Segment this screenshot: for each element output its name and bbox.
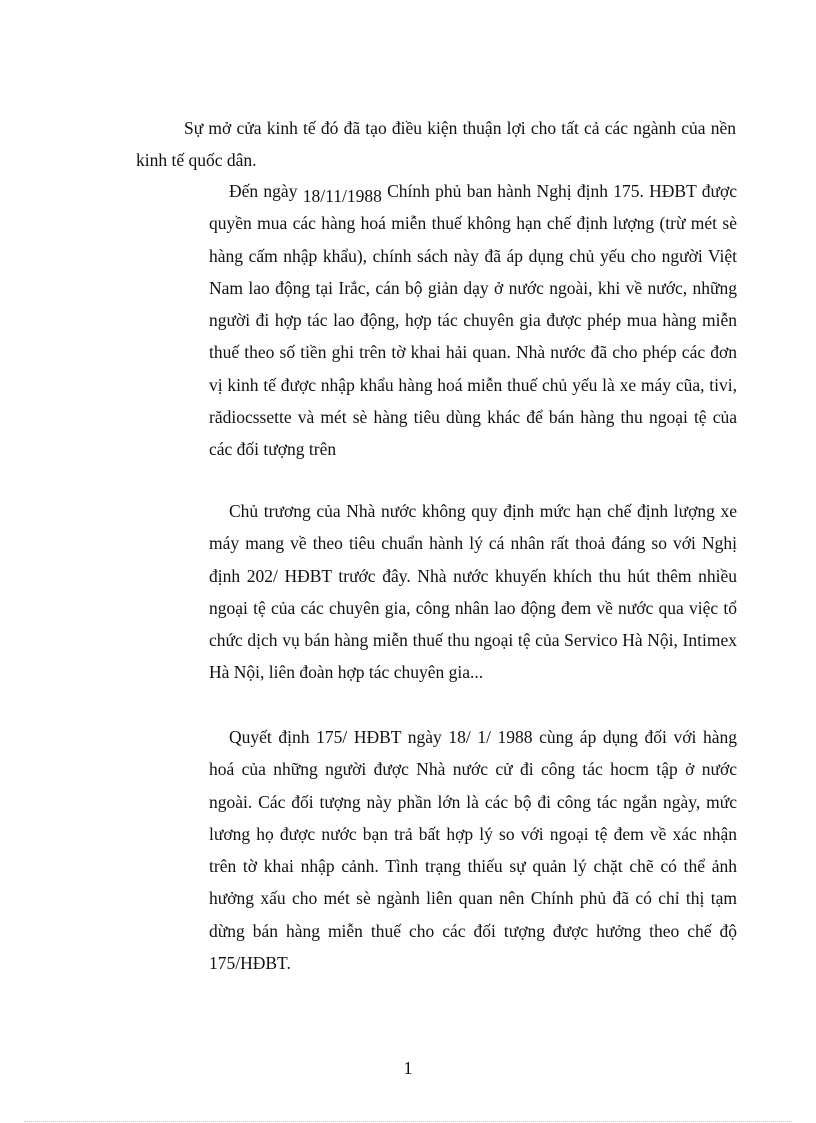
paragraph-decision-175: Quyết định 175/ HĐBT ngày 18/ 1/ 1988 cùng áp dụng đối với hàng hoá của những người được Nhà nước cử đi công tác hocm tập ở nước ngoài. Các đối tượng này phần lớn là các bộ đi công tác ngắn ngày, mức lương họ được nước bạn trả bất hợp lý so với ngoại tệ đem về xác nhận trên tờ khai nhập cảnh. Tình trạng thiếu sự quản lý chặt chẽ có thể ảnh hưởng xấu cho mét sè ngành liên quan nên Chính phủ đã có chỉ thị tạm dừng bán hàng miễn thuế cho các đối tượng được hưởng theo chế độ 175/HĐBT. [209,727,737,974]
page-number: 1 [403,1058,413,1078]
paragraph-lead: Đến ngày [229,181,298,201]
paragraph-rest: Chính phủ ban hành Nghị định 175. HĐBT được quyền mua các hàng hoá miễn thuế không hạn chế định lượng (trừ mét sè hàng cấm nhập khẩu), chính sách này đã áp dụng chủ yếu cho người Việt Nam lao động tại Irắc, cán bộ giản dạy ở nước ngoài, khi về nước, những người đi hợp tác lao động, hợp tác chuyên gia được phép mua hàng miễn thuế theo số tiền ghi trên tờ khai hải quan. Nhà nước đã cho phép các đơn vị kinh tế được nhập khẩu hàng hoá miễn thuế chủ yếu là xe máy cũa, tivi, rădiocssette và mét sè hàng tiêu dùng khác để bán hàng thu ngoại tệ của các đối tượng trên [209,181,737,460]
paragraph-decree-175 [209,175,737,466]
decree-date: 18/11/1988 [302,186,382,206]
intro-paragraph: Sự mở cửa kinh tế đó đã tạo điều kiện thuận lợi cho tất cả các ngành của nền kinh tế quốc dân. [136,118,736,170]
page-bottom-divider [24,1121,792,1122]
paragraph-policy: Chủ trương của Nhà nước không quy định mức hạn chế định lượng xe máy mang về theo tiêu chuẩn hành lý cá nhân rất thoả đáng so với Nghị định 202/ HĐBT trước đây. Nhà nước khuyến khích thu hút thêm nhiều ngoại tệ của các chuyên gia, công nhân lao động đem về nước qua việc tổ chức dịch vụ bán hàng miễn thuế thu ngoại tệ của Servico Hà Nội, Intimex Hà Nội, liên đoàn hợp tác chuyên gia... [209,501,737,683]
